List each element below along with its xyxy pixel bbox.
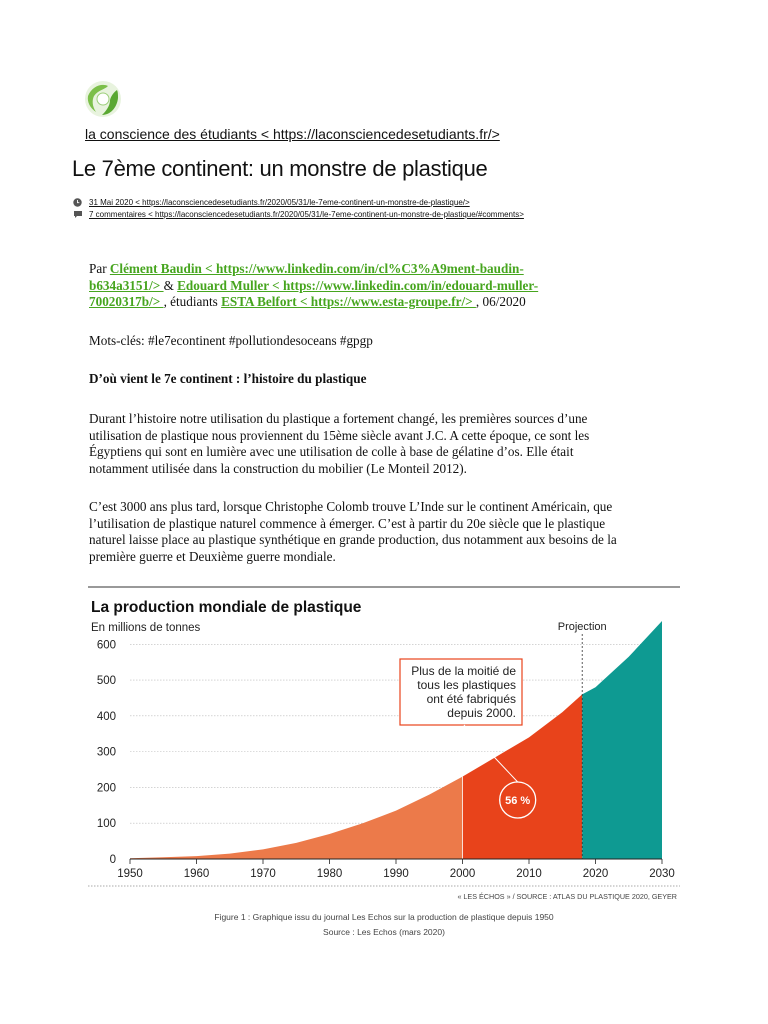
y-tick-label: 0 xyxy=(109,854,116,866)
plastic-production-chart xyxy=(88,586,680,906)
paragraph-line: notamment utilisée dans la construction du mobilier (Le Monteil 2012). xyxy=(89,460,467,476)
chart-svg xyxy=(88,586,680,906)
x-tick-label: 1980 xyxy=(316,868,343,880)
x-tick-label: 1960 xyxy=(183,868,210,880)
annotation-text: depuis 2000. xyxy=(447,706,516,720)
paragraph-line: Égyptiens qui sont en lumière avec une utilisation de colle à base de gélatine d’os. Elle était xyxy=(89,444,574,459)
comments-link[interactable]: 7 commentaires < https://laconsciencedesetudiants.fr/2020/05/31/le-7eme-continent-un-monstre-de-plastique/#comments> xyxy=(89,210,524,219)
chart-subtitle: En millions de tonnes xyxy=(91,622,201,634)
chart-title: La production mondiale de plastique xyxy=(91,599,362,616)
annotation-text: Plus de la moitié de xyxy=(411,664,516,678)
x-tick-label: 2020 xyxy=(582,868,609,880)
annotation-text: ont été fabriqués xyxy=(426,692,516,706)
clock-icon xyxy=(73,198,83,207)
paragraph-history xyxy=(89,411,689,477)
paragraph-synthetic xyxy=(89,499,689,565)
x-tick-label: 2010 xyxy=(516,868,542,880)
paragraph-line: première guerre et Deuxième guerre mondiale. xyxy=(89,548,336,564)
keywords: Mots-clés: #le7econtinent #pollutiondesoceans #gpgp xyxy=(89,333,373,348)
byline xyxy=(89,261,689,311)
paragraph-line: naturel laisse place au plastique synthétique en grande production, dus notamment aux besoins de la xyxy=(89,532,617,547)
figure-caption: Figure 1 : Graphique issu du journal Les Echos sur la production de plastique depuis 1950 xyxy=(214,912,554,922)
annotation-text: tous les plastiques xyxy=(417,678,516,692)
paragraph-line: l’utilisation de plastique naturel commence à émerger. C’est à partir du 20e siècle que le plastique xyxy=(89,515,606,531)
byline-prefix: Par xyxy=(89,261,110,276)
globe-leaf-icon xyxy=(84,80,122,118)
paragraph-line: Durant l’histoire notre utilisation du plastique a fortement changé, les premières sources d’une xyxy=(89,411,588,426)
chart-source: « LES ÉCHOS » / SOURCE : ATLAS DU PLASTIQUE 2020, GEYER xyxy=(457,892,677,901)
byline-date: , 06/2020 xyxy=(475,294,526,309)
y-tick-label: 200 xyxy=(96,782,116,795)
site-logo[interactable] xyxy=(84,80,122,118)
x-tick-label: 2000 xyxy=(449,868,476,880)
post-date-link[interactable]: 31 Mai 2020 < https://laconsciencedesetudiants.fr/2020/05/31/le-7eme-continent-un-monstre-de-plastique/> xyxy=(89,198,470,207)
figure-source: Source : Les Echos (mars 2020) xyxy=(323,927,445,937)
badge-text: 56 % xyxy=(505,795,531,807)
x-tick-label: 1950 xyxy=(117,868,143,880)
post-date-row xyxy=(73,198,470,207)
area-segment xyxy=(130,777,463,859)
y-tick-label: 600 xyxy=(96,639,116,652)
y-tick-label: 400 xyxy=(96,710,116,723)
area-segment xyxy=(582,621,662,859)
byline-mid: , étudiants xyxy=(163,294,222,309)
paragraph-line: C’est 3000 ans plus tard, lorsque Christophe Colomb trouve L’Inde sur le continent Américain, que xyxy=(89,499,613,514)
y-tick-label: 500 xyxy=(96,675,116,688)
school-link[interactable]: ESTA Belfort < https://www.esta-groupe.fr/> xyxy=(221,294,476,309)
author-link-baudin-cont[interactable]: b634a3151/> xyxy=(89,277,164,293)
y-tick-label: 100 xyxy=(96,818,116,831)
author-link-baudin[interactable]: Clément Baudin < https://www.linkedin.com/in/cl%C3%A9ment-baudin- xyxy=(109,261,524,276)
article-title: Le 7ème continent: un monstre de plastique xyxy=(72,156,488,181)
paragraph-line: utilisation de plastique nous proviennent du 15ème siècle avant J.C. A cette époque, ce sont les xyxy=(89,427,590,443)
byline-amp: & xyxy=(163,277,178,293)
section-heading: D’où vient le 7e continent : l’histoire du plastique xyxy=(89,371,367,386)
comment-icon xyxy=(73,210,83,219)
site-home-link[interactable]: la conscience des étudiants < https://laconsciencedesetudiants.fr/> xyxy=(85,126,500,142)
author-link-muller[interactable]: Edouard Muller < https://www.linkedin.com/in/edouard-muller- xyxy=(177,277,539,293)
author-link-muller-cont[interactable]: 70020317b/> xyxy=(89,294,164,309)
comments-row xyxy=(73,210,524,219)
projection-label: Projection xyxy=(557,621,607,633)
x-tick-label: 1970 xyxy=(250,868,276,880)
x-tick-label: 1990 xyxy=(383,868,409,880)
y-tick-label: 300 xyxy=(96,746,116,759)
x-tick-label: 2030 xyxy=(649,868,675,880)
